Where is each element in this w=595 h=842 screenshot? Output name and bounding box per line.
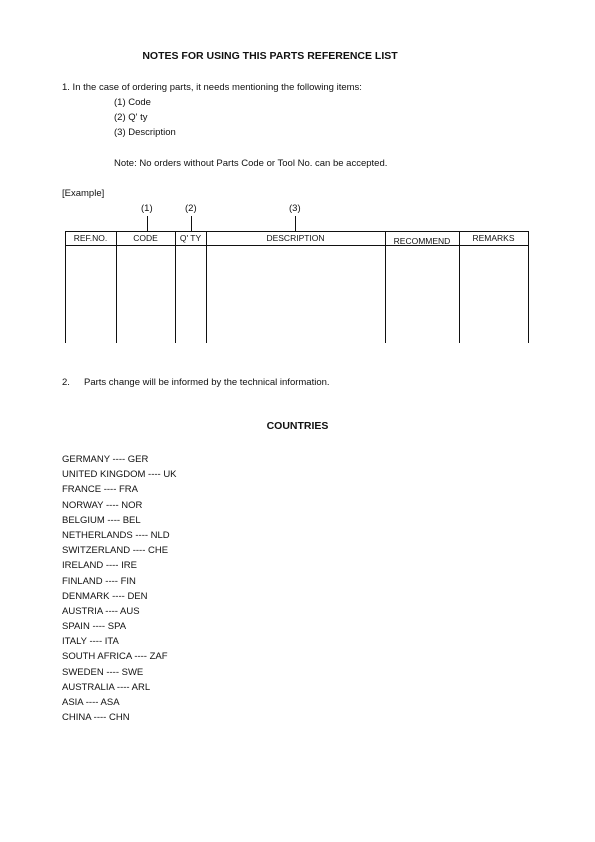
list-item: NORWAY ---- NOR xyxy=(62,499,143,511)
ordering-note: Note: No orders without Parts Code or Tool No. can be accepted. xyxy=(114,158,388,169)
list-item: BELGIUM ---- BEL xyxy=(62,514,141,526)
table-column-divider xyxy=(175,231,176,343)
required-item-quantity: (2) Q' ty xyxy=(114,112,148,123)
list-item: SWEDEN ---- SWE xyxy=(62,666,144,678)
marker-description-pointer xyxy=(295,216,296,231)
rule-number: 2. xyxy=(62,377,70,388)
required-item-description: (3) Description xyxy=(114,127,176,138)
list-item: AUSTRALIA ---- ARL xyxy=(62,681,151,693)
country-list xyxy=(62,452,177,725)
list-item: AUSTRIA ---- AUS xyxy=(62,605,140,617)
list-item: IRELAND ---- IRE xyxy=(62,560,137,572)
list-item: SPAIN ---- SPA xyxy=(62,621,127,633)
page-title: NOTES FOR USING THIS PARTS REFERENCE LIST xyxy=(142,50,398,62)
list-item: ITALY ---- ITA xyxy=(62,636,119,648)
table-right-border xyxy=(528,231,529,343)
ordering-instruction: 1. In the case of ordering parts, it needs mentioning the following items: xyxy=(62,82,362,93)
marker-quantity-pointer xyxy=(191,216,192,231)
column-header-recommend: RECOMMEND xyxy=(393,236,451,246)
marker-code-pointer xyxy=(147,216,148,231)
table-column-divider xyxy=(206,231,207,343)
list-item: FINLAND ---- FIN xyxy=(62,575,136,587)
column-header-quantity: Q' TY xyxy=(179,233,202,243)
countries-heading: COUNTRIES xyxy=(266,420,329,432)
table-left-border xyxy=(65,231,66,343)
list-item: NETHERLANDS ---- NLD xyxy=(62,529,170,541)
list-item: GERMANY ---- GER xyxy=(62,454,149,465)
table-column-divider xyxy=(116,231,117,343)
column-header-remarks: REMARKS xyxy=(472,233,515,243)
list-item: ASIA ---- ASA xyxy=(62,697,120,708)
marker-description: (3) xyxy=(289,203,301,214)
column-header-code: CODE xyxy=(133,233,158,243)
table-column-divider xyxy=(459,231,460,343)
list-item: SWITZERLAND ---- CHE xyxy=(62,545,169,557)
column-header-ref-no: REF.NO. xyxy=(73,233,108,243)
list-item: SOUTH AFRICA ---- ZAF xyxy=(62,651,168,663)
list-item: DENMARK ---- DEN xyxy=(62,590,148,602)
example-label: [Example] xyxy=(62,188,105,199)
table-column-divider xyxy=(385,231,386,343)
marker-code: (1) xyxy=(141,203,153,214)
example-parts-table xyxy=(65,231,529,343)
list-item: FRANCE ---- FRA xyxy=(62,484,138,496)
list-item: CHINA ---- CHN xyxy=(62,712,130,724)
marker-quantity: (2) xyxy=(185,203,197,214)
rule-text: Parts change will be informed by the technical information. xyxy=(84,377,330,388)
required-item-code: (1) Code xyxy=(114,97,151,108)
column-header-description: DESCRIPTION xyxy=(266,233,325,243)
list-item: UNITED KINGDOM ---- UK xyxy=(62,469,177,481)
parts-change-note xyxy=(62,377,330,388)
